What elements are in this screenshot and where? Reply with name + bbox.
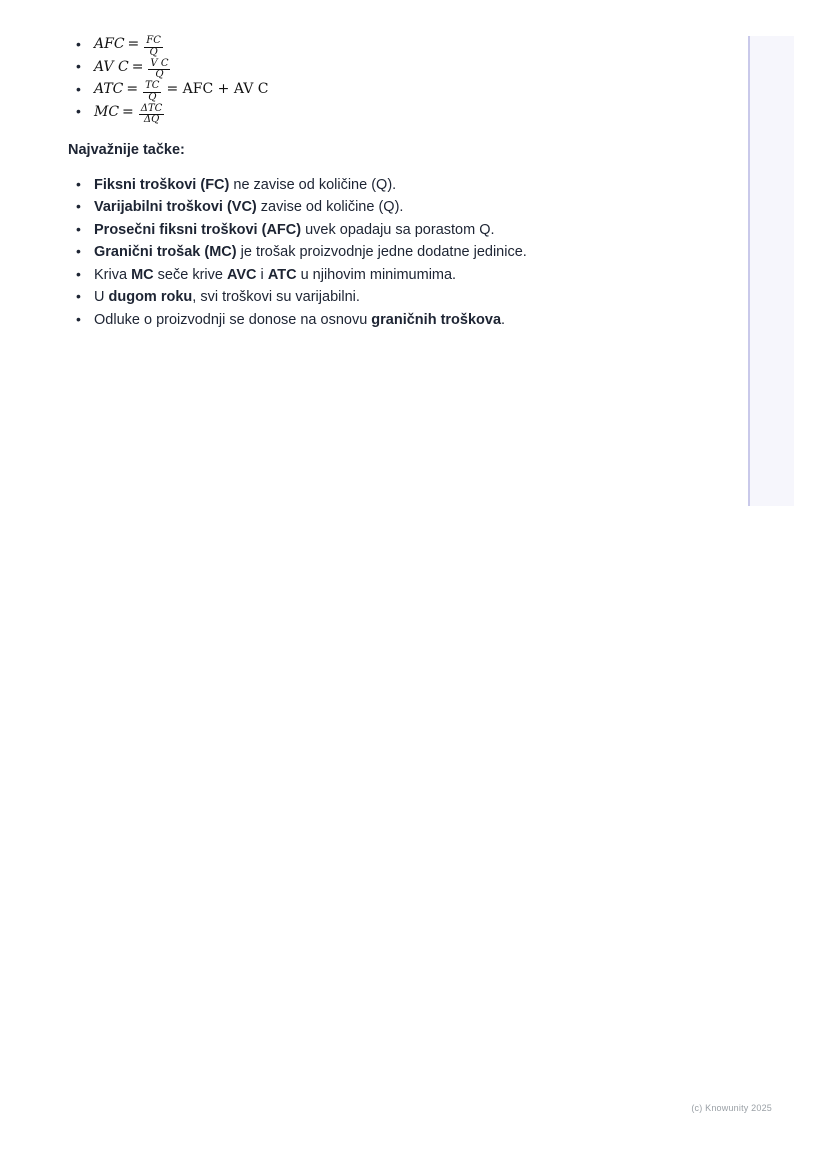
document-content [68,34,728,331]
math-expression-mc: MC = $\frac{\text{ΔTC}}{\Delta Q}$ [94,102,163,126]
side-accent-panel [748,36,794,506]
point-part: Odluke o proizvodnji se donose na osnovu [94,311,372,328]
point-part-bold: ATC [267,266,297,283]
point-rest: uvek opadaju sa porastom Q. [301,221,495,238]
point-part-bold: AVC [226,266,257,283]
point-part-bold: dugom roku [108,289,193,306]
math-expression-avc: AV C = $\frac{\text{V C}}{Q}$ [94,57,169,81]
point-rest: zavise od količine (Q). [256,199,404,216]
point-lead: Fiksni troškovi (FC) [94,176,230,193]
point-lead: Varijabilni troškovi (VC) [94,199,257,216]
math-expression-afc: AFC = $\frac{FC}{Q}$ [94,35,161,58]
point-part: Kriva [94,266,132,283]
list-item [68,241,728,263]
point-part: . [501,311,506,328]
point-part: seče krive [153,266,227,283]
point-lead: Prosečni fiksni troškovi (AFC) [94,221,302,238]
point-part: u njihovim minimumima. [296,266,457,283]
list-item [68,174,728,196]
list-item [68,264,728,286]
point-rest: je trošak proizvodnje jedne dodatne jedinice. [236,244,527,261]
point-part: , svi troškovi su varijabilni. [192,289,360,306]
point-part-bold: MC [131,266,154,283]
key-points-list [68,174,728,331]
point-rest: ne zavise od količine (Q). [229,176,397,193]
point-part: U [94,289,109,306]
point-part-bold: graničnih troškova [371,311,502,328]
list-item [68,196,728,218]
formula-item-mc [68,101,728,126]
footer-copyright: (c) Knowunity 2025 [691,1103,772,1113]
list-item [68,219,728,241]
formula-item-afc [68,34,728,56]
formula-list [68,34,728,124]
formula-item-atc [68,79,728,101]
point-part: i [256,266,268,283]
list-item [68,309,728,331]
point-lead: Granični trošak (MC) [94,244,237,261]
math-expression-atc: ATC = $\frac{TC}{Q}$ = AFC + AV C [94,80,269,103]
list-item [68,286,728,308]
formula-item-avc [68,56,728,81]
section-title: Najvažnije tačke: [68,141,185,158]
